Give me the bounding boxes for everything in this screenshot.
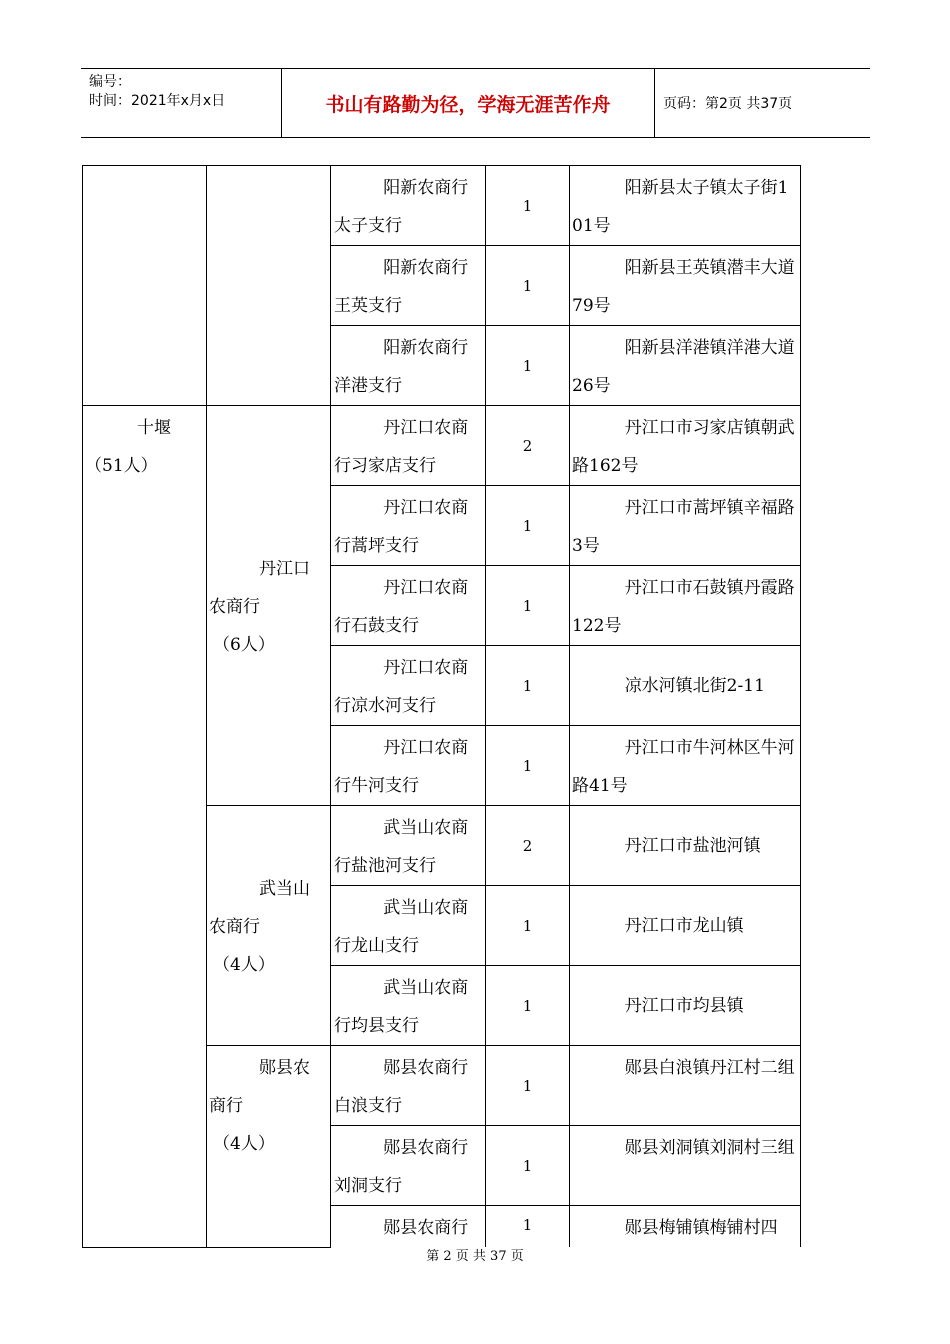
address-cell: 凉水河镇北街2-11 (570, 646, 801, 726)
group-cell (207, 406, 331, 806)
group-name-line2: 农商行 (209, 917, 260, 937)
branch-name-cell: 丹江口农商行石鼓支行 (331, 566, 486, 646)
group-name: 丹江口 (259, 559, 310, 579)
address-cell: 丹江口市牛河林区牛河路41号 (570, 726, 801, 806)
group-cell (207, 806, 331, 1046)
branch-name-cell: 阳新农商行洋港支行 (331, 326, 486, 406)
headcount-cell: 1 (486, 326, 570, 406)
address-cell: 丹江口市盐池河镇 (570, 806, 801, 886)
group-name: 武当山 (259, 879, 310, 899)
header-left (89, 73, 279, 111)
address-cell: 阳新县王英镇潜丰大道79号 (570, 246, 801, 326)
address-cell: 丹江口市龙山镇 (570, 886, 801, 966)
group-name: 郧县农 (259, 1058, 310, 1078)
address-cell: 阳新县洋港镇洋港大道26号 (570, 326, 801, 406)
branch-name-cell: 丹江口农商行凉水河支行 (331, 646, 486, 726)
header-page-info: 页码：第2页 共37页 (663, 96, 793, 112)
group-count: （6人） (213, 635, 275, 655)
document-time-label: 时间：2021年x月x日 (89, 93, 226, 109)
headcount-cell: 1 (486, 246, 570, 326)
header-divider (654, 69, 655, 137)
address-cell: 郧县白浪镇丹江村二组 (570, 1046, 801, 1126)
address-cell: 丹江口市习家店镇朝武路162号 (570, 406, 801, 486)
headcount-cell: 1 (486, 166, 570, 246)
headcount-cell: 1 (486, 1126, 570, 1206)
group-name-line2: 商行 (209, 1096, 243, 1116)
group-cell-empty (207, 166, 331, 406)
header-divider (281, 69, 282, 137)
header-motto: 书山有路勤为径，学海无涯苦作舟 (325, 93, 611, 116)
page-footer: 第 2 页 共 37 页 (426, 1249, 524, 1264)
address-cell: 郧县梅铺镇梅铺村四 (570, 1206, 801, 1248)
branch-name-cell: 武当山农商行盐池河支行 (331, 806, 486, 886)
branch-name-cell: 丹江口农商行牛河支行 (331, 726, 486, 806)
headcount-cell: 1 (486, 1046, 570, 1126)
branch-name-cell: 丹江口农商行蒿坪支行 (331, 486, 486, 566)
branch-name-cell: 武当山农商行均县支行 (331, 966, 486, 1046)
address-cell: 郧县刘洞镇刘洞村三组 (570, 1126, 801, 1206)
group-cell (207, 1046, 331, 1248)
region-cell (83, 406, 207, 1248)
document-header (81, 68, 870, 138)
address-cell: 丹江口市均县镇 (570, 966, 801, 1046)
branch-name-cell: 郧县农商行白浪支行 (331, 1046, 486, 1126)
address-cell: 阳新县太子镇太子街101号 (570, 166, 801, 246)
headcount-cell: 1 (486, 726, 570, 806)
headcount-cell: 1 (486, 486, 570, 566)
table-row (83, 166, 801, 246)
headcount-cell: 2 (486, 406, 570, 486)
branch-name-cell: 阳新农商行王英支行 (331, 246, 486, 326)
branch-name-cell: 郧县农商行刘洞支行 (331, 1126, 486, 1206)
headcount-cell: 1 (486, 646, 570, 726)
group-name-line2: 农商行 (209, 597, 260, 617)
document-number-label: 编号： (89, 74, 131, 90)
group-count: （4人） (213, 955, 275, 975)
headcount-cell: 1 (486, 886, 570, 966)
region-cell-empty (83, 166, 207, 406)
headcount-cell: 1 (486, 1206, 570, 1248)
branch-table (82, 165, 801, 1248)
branch-name-cell: 丹江口农商行习家店支行 (331, 406, 486, 486)
address-cell: 丹江口市蒿坪镇辛福路3号 (570, 486, 801, 566)
headcount-cell: 1 (486, 566, 570, 646)
group-count: （4人） (213, 1134, 275, 1154)
branch-name-cell: 阳新农商行太子支行 (331, 166, 486, 246)
headcount-cell: 1 (486, 966, 570, 1046)
region-name: 十堰 (137, 418, 171, 438)
address-cell: 丹江口市石鼓镇丹霞路122号 (570, 566, 801, 646)
branch-name-cell: 郧县农商行 (331, 1206, 486, 1248)
region-count: （51人） (85, 456, 158, 476)
branch-name-cell: 武当山农商行龙山支行 (331, 886, 486, 966)
table-row (83, 406, 801, 486)
headcount-cell: 2 (486, 806, 570, 886)
